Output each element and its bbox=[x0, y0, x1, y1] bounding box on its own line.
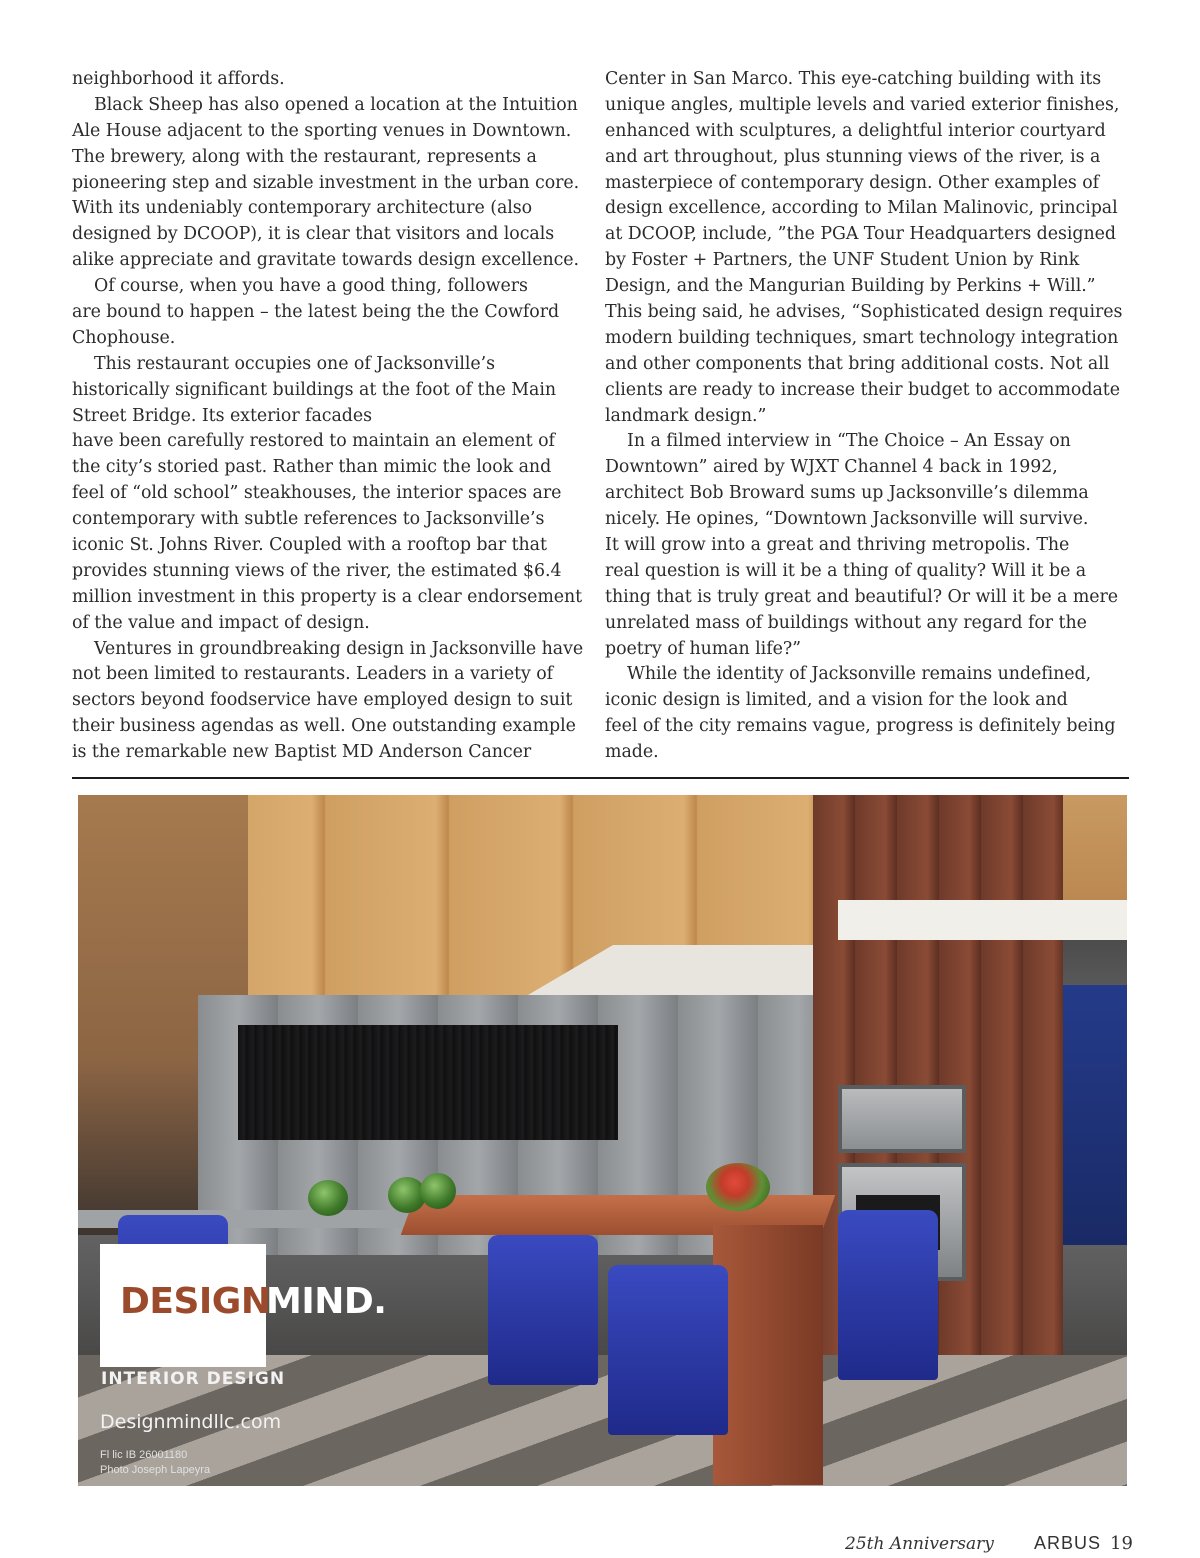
article-line: With its undeniably contemporary architecture (also bbox=[72, 198, 533, 219]
article-line: landmark design.” bbox=[605, 405, 767, 426]
ad-logo-design: DESIGN bbox=[120, 1281, 271, 1322]
ad-license-number: Fl lic IB 26001180 bbox=[100, 1449, 188, 1461]
article-line: unique angles, multiple levels and varied exterior finishes, bbox=[605, 94, 1120, 115]
article-line: their business agendas as well. One outstanding example bbox=[72, 716, 576, 737]
article-line: have been carefully restored to maintain an element of bbox=[72, 431, 555, 452]
article-line: modern building techniques, smart technology integration bbox=[605, 327, 1119, 348]
article-line: Chophouse. bbox=[72, 327, 176, 348]
article-line: unrelated mass of buildings without any regard for the bbox=[605, 612, 1087, 633]
section-divider bbox=[72, 777, 1129, 779]
article-line: Black Sheep has also opened a location at the Intuition bbox=[94, 94, 578, 115]
article-line: Design, and the Mangurian Building by Perkins + Will.” bbox=[605, 276, 1096, 297]
article-line: neighborhood it affords. bbox=[72, 69, 285, 89]
article-line: In a filmed interview in “The Choice – An Essay on bbox=[627, 431, 1071, 452]
article-line: sectors beyond foodservice have employed design to suit bbox=[72, 690, 573, 711]
article-line: historically significant buildings at the foot of the Main bbox=[72, 379, 557, 400]
article-line: thing that is truly great and beautiful? Or will it be a mere bbox=[605, 586, 1119, 607]
article-line: architect Bob Broward sums up Jacksonville’s dilemma bbox=[605, 483, 1089, 504]
black-upper-cabinet bbox=[238, 1025, 618, 1140]
article-line: contemporary with subtle references to Jacksonville’s bbox=[72, 509, 545, 530]
article-line: iconic St. Johns River. Coupled with a rooftop bar that bbox=[72, 535, 547, 556]
article-line: and other components that bring additional costs. Not all bbox=[605, 353, 1110, 374]
article-line: of the value and impact of design. bbox=[72, 612, 370, 633]
article-line: clients are ready to increase their budget to accommodate bbox=[605, 379, 1120, 400]
dining-table-leg bbox=[713, 1225, 823, 1485]
article-line: Of course, when you have a good thing, followers bbox=[94, 276, 528, 297]
column-shelf bbox=[838, 900, 1127, 940]
article-line: nicely. He opines, “Downtown Jacksonville will survive. bbox=[605, 509, 1089, 530]
ad-website-link[interactable]: Designmindllc.com bbox=[100, 1411, 282, 1433]
article-line: poetry of human life?” bbox=[605, 638, 801, 659]
article-line: the city’s storied past. Rather than mimic the look and bbox=[72, 457, 552, 478]
article-line: iconic design is limited, and a vision for the look and bbox=[605, 690, 1068, 711]
footer-publication: ARBUS bbox=[1034, 1533, 1102, 1553]
footer-issue: 25th Anniversary bbox=[845, 1534, 994, 1554]
blue-chair bbox=[488, 1235, 598, 1385]
ad-logo-mind: MIND. bbox=[266, 1281, 387, 1322]
article-line: is the remarkable new Baptist MD Anderson Cancer bbox=[72, 742, 532, 763]
page-number: 19 bbox=[1110, 1533, 1133, 1554]
watermelon bbox=[308, 1180, 348, 1216]
article-line: Ale House adjacent to the sporting venues in Downtown. bbox=[72, 120, 572, 141]
article-line: The brewery, along with the restaurant, represents a bbox=[72, 146, 537, 167]
article-line: Downtown” aired by WJXT Channel 4 back in 1992, bbox=[605, 457, 1058, 478]
article-column-right bbox=[605, 67, 1125, 766]
article-line: Street Bridge. Its exterior facades bbox=[72, 405, 372, 426]
article-line: million investment in this property is a clear endorsement bbox=[72, 586, 583, 607]
watermelon bbox=[420, 1173, 456, 1209]
article-line: masterpiece of contemporary design. Other examples of bbox=[605, 172, 1100, 193]
article-line: design excellence, according to Milan Malinovic, principal bbox=[605, 198, 1118, 219]
article-line: by Foster + Partners, the UNF Student Union by Rink bbox=[605, 250, 1080, 271]
blue-chair bbox=[608, 1265, 728, 1435]
article-line: real question is will it be a thing of quality? Will it be a bbox=[605, 560, 1087, 581]
article-line: and art throughout, plus stunning views of the river, is a bbox=[605, 146, 1101, 167]
cut-watermelon bbox=[706, 1163, 770, 1211]
article-line: alike appreciate and gravitate towards design excellence. bbox=[72, 250, 579, 271]
wall-microwave bbox=[838, 1085, 966, 1153]
article-line: feel of “old school” steakhouses, the interior spaces are bbox=[72, 483, 562, 504]
article-line: designed by DCOOP), it is clear that visitors and locals bbox=[72, 224, 555, 245]
blue-back-wall bbox=[1063, 985, 1127, 1245]
article-line: made. bbox=[605, 742, 659, 763]
article-line: Center in San Marco. This eye-catching building with its bbox=[605, 69, 1102, 89]
article-line: pioneering step and sizable investment in the urban core. bbox=[72, 172, 580, 193]
article-line: enhanced with sculptures, a delightful interior courtyard bbox=[605, 120, 1106, 141]
article-line: feel of the city remains vague, progress is definitely being bbox=[605, 716, 1116, 737]
article-line: This being said, he advises, “Sophisticated design requires bbox=[605, 302, 1123, 323]
article-line: are bound to happen – the latest being the the Cowford bbox=[72, 302, 560, 323]
ad-photo-credit: Photo Joseph Lapeyra bbox=[100, 1464, 211, 1476]
article-line: It will grow into a great and thriving metropolis. The bbox=[605, 535, 1070, 556]
article-line: Ventures in groundbreaking design in Jacksonville have bbox=[94, 638, 584, 659]
article-line: While the identity of Jacksonville remains undefined, bbox=[627, 664, 1092, 685]
blue-chair bbox=[838, 1210, 938, 1380]
article-line: provides stunning views of the river, the estimated $6.4 bbox=[72, 560, 562, 581]
article-column-left bbox=[72, 67, 582, 766]
ad-tagline: INTERIOR DESIGN bbox=[101, 1369, 286, 1389]
article-line: not been limited to restaurants. Leaders in a variety of bbox=[72, 664, 554, 685]
article-line: This restaurant occupies one of Jacksonville’s bbox=[94, 353, 495, 374]
article-line: at DCOOP, include, ”the PGA Tour Headquarters designed bbox=[605, 224, 1116, 245]
